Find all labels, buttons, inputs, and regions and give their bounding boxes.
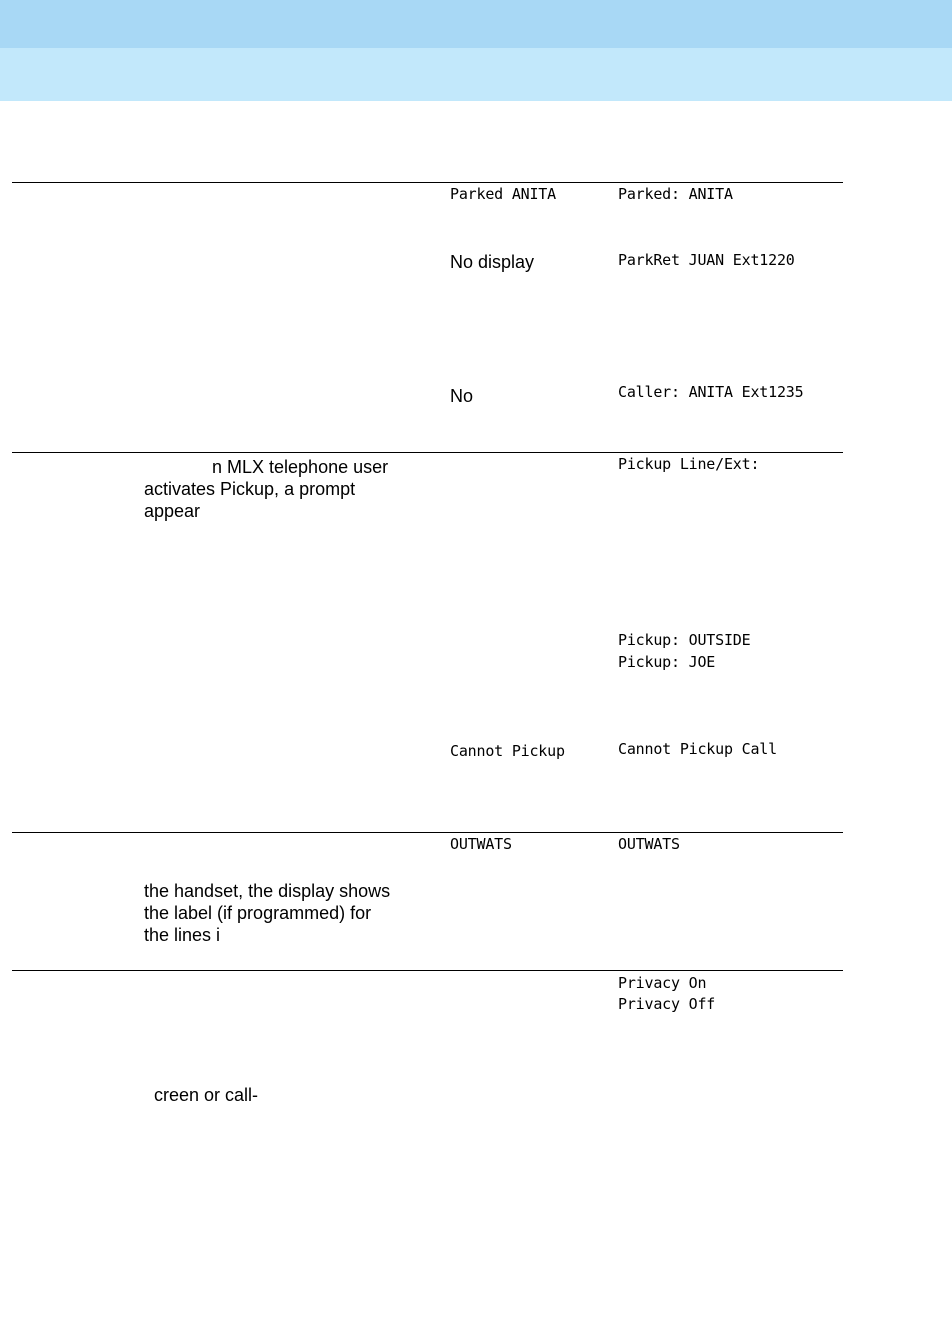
pickup-description-line-3: appear bbox=[144, 501, 201, 521]
park-display-mlx-2: ParkRet JUAN Ext1220 bbox=[618, 251, 795, 269]
pickup-display-mlx-3: Pickup: JOE bbox=[618, 653, 716, 671]
privacy-display-mlx-2: Privacy Off bbox=[618, 995, 716, 1013]
pickup-display-mlx-2: Pickup: OUTSIDE bbox=[618, 631, 751, 649]
pool-description-line-3: the lines i bbox=[144, 925, 221, 945]
privacy-description-line-1: creen or call- bbox=[154, 1085, 259, 1105]
park-display-4400-1: Parked ANITA bbox=[450, 185, 556, 203]
pool-description-line-1: the handset, the display shows bbox=[144, 881, 391, 901]
pool-description-line-2: the label (if programmed) for bbox=[144, 903, 372, 923]
pool-display-4400-1: OUTWATS bbox=[450, 835, 512, 853]
pickup-description-line-2: activates Pickup, a prompt bbox=[144, 479, 356, 499]
pickup-display-mlx-4: Cannot Pickup Call bbox=[618, 740, 777, 758]
pickup-description-line-1: n MLX telephone user bbox=[212, 457, 389, 477]
park-display-4400-2: No display bbox=[450, 252, 535, 272]
row-divider-pool bbox=[12, 832, 843, 833]
park-display-4400-3: No bbox=[450, 386, 474, 406]
pickup-display-mlx-1: Pickup Line/Ext: bbox=[618, 455, 760, 473]
privacy-display-mlx-1: Privacy On bbox=[618, 974, 707, 992]
pickup-display-4400-4: Cannot Pickup bbox=[450, 742, 565, 760]
park-display-mlx-1: Parked: ANITA bbox=[618, 185, 733, 203]
pool-display-mlx-1: OUTWATS bbox=[618, 835, 680, 853]
row-divider-privacy bbox=[12, 970, 843, 971]
header-band-bottom bbox=[0, 48, 952, 101]
park-display-mlx-3: Caller: ANITA Ext1235 bbox=[618, 383, 804, 401]
header-band-top bbox=[0, 0, 952, 48]
row-divider-pickup bbox=[12, 452, 843, 453]
row-divider-park bbox=[12, 182, 843, 183]
